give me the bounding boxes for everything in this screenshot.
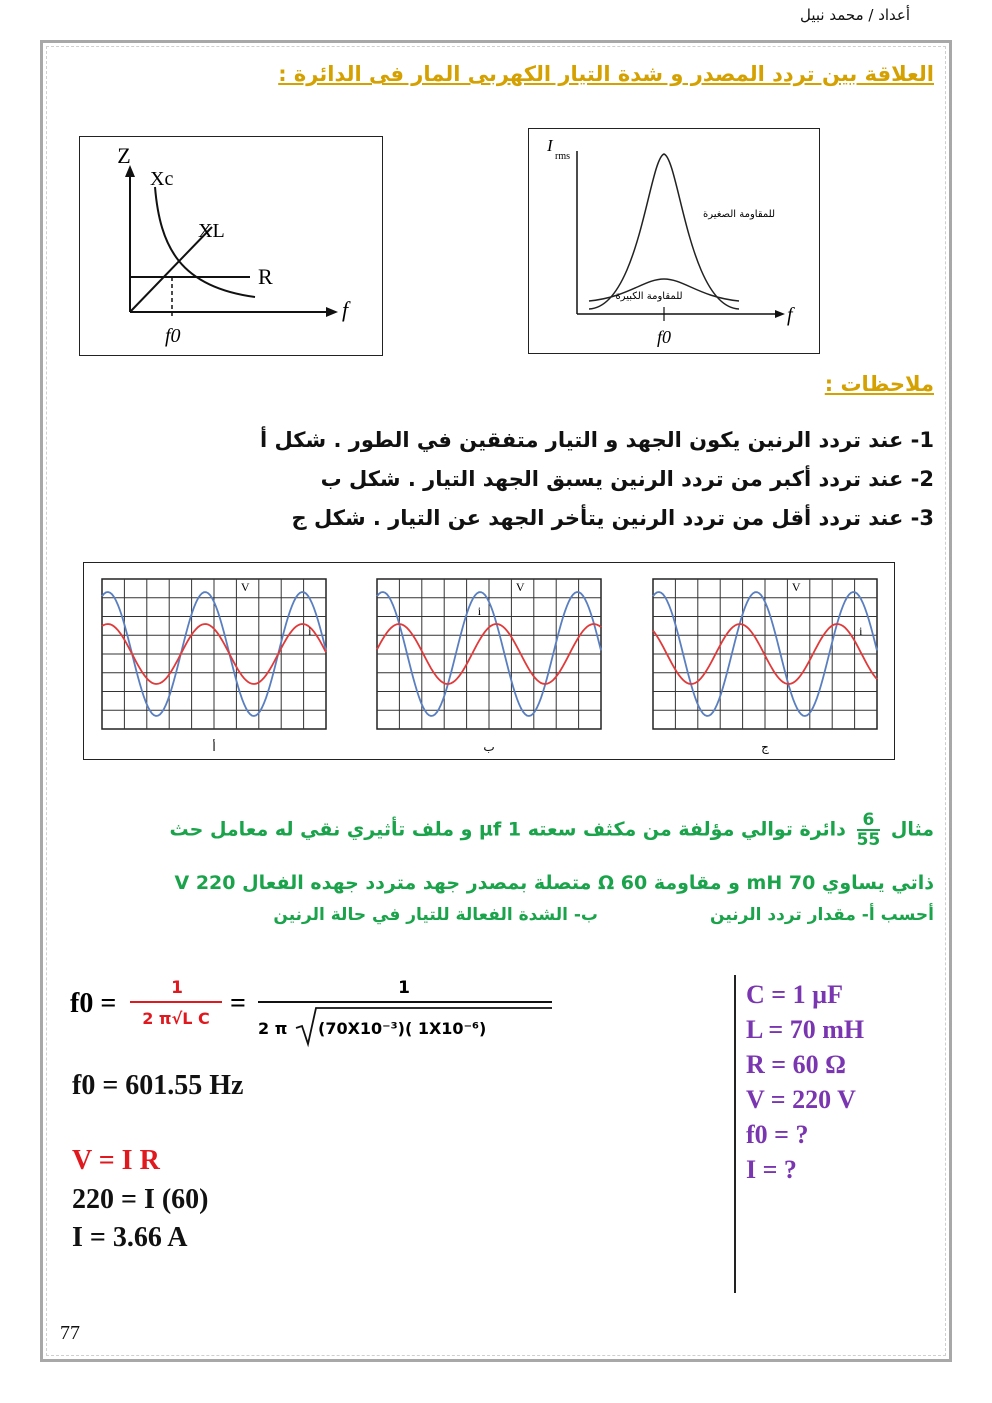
notes-title: ملاحظات :: [824, 372, 934, 396]
example-question-a: أحسب أ- مقدار تردد الرنين: [710, 905, 934, 925]
f0-label: f0: [165, 325, 181, 347]
f-axis-arrow: [775, 310, 785, 318]
fraction-denominator: 55: [856, 830, 881, 850]
f0-label: f0: [657, 327, 672, 347]
waveforms-panel: [83, 562, 895, 760]
f0-result: f0 = 601.55 Hz: [72, 1070, 244, 1101]
given-capacitance: C = 1 µF: [746, 980, 843, 1009]
page-number: 77: [60, 1322, 80, 1344]
unknown-current: I = ?: [746, 1155, 797, 1184]
current-graph: [528, 128, 820, 354]
given-voltage: V = 220 V: [746, 1085, 856, 1114]
impedance-graph-svg: [80, 137, 382, 355]
given-resistance: R = 60 Ω: [746, 1050, 846, 1079]
section-title: العلاقة بين تردد المصدر و شدة التيار الكهربى المار فى الدائرة :: [278, 62, 934, 86]
xl-label: XL: [198, 220, 225, 242]
author-credit: أعداد / محمد نبيل: [800, 6, 911, 24]
f-axis-arrow: [326, 307, 338, 317]
note-item: 1- عند تردد الرنين يكون الجهد و التيار متفقين في الطور . شكل أ: [260, 428, 934, 452]
current-graph-svg: [529, 129, 819, 353]
formula-numerator: 1: [171, 978, 183, 998]
substitution-radicand: (70X10⁻³)( 1X10⁻⁶): [318, 1019, 487, 1038]
impedance-graph: [79, 136, 383, 356]
f-label: f: [787, 304, 793, 326]
voltage-label: V: [791, 580, 801, 594]
waveform-caption: ج: [761, 740, 769, 754]
large-resistance-label: للمقاومة الكبيرة: [615, 291, 683, 302]
i-label: I: [547, 136, 553, 155]
substitution-numerator: 1: [398, 978, 410, 998]
xc-curve: [155, 187, 255, 297]
small-resistance-label: للمقاومة الصغيرة: [702, 209, 776, 220]
voltage-label: V: [515, 580, 525, 594]
note-item: 2- عند تردد أكبر من تردد الرنين يسبق الجهد التيار . شكل ب: [320, 467, 934, 491]
unknown-frequency: f0 = ?: [746, 1120, 809, 1149]
formula-svg: [70, 972, 570, 1052]
formula-block: [70, 972, 570, 1056]
current-label: i: [477, 604, 482, 618]
given-divider: [734, 975, 736, 1293]
equals-sign: =: [230, 988, 246, 1019]
example-fraction: [857, 811, 881, 849]
note-item: 3- عند تردد أقل من تردد الرنين يتأخر الجهد عن التيار . شكل ج: [291, 506, 934, 530]
current-result: I = 3.66 A: [72, 1222, 188, 1253]
formula-denominator: 2 π√L C: [142, 1009, 210, 1028]
waveform-caption: أ: [212, 740, 216, 754]
example-text: دائرة توالي مؤلفة من مكثف سعته 1 µf و ملف تأثيري نقي له معامل حث: [169, 818, 846, 841]
rms-label: rms: [555, 151, 570, 162]
current-label: i: [308, 624, 312, 638]
example-question-b: ب- الشدة الفعالة للتيار في حالة الرنين: [273, 905, 598, 925]
voltage-label: V: [240, 580, 250, 594]
small-resistance-curve: [589, 154, 739, 309]
example-line-1: [170, 811, 934, 849]
example-line-2: ذاتي يساوي 70 mH و مقاومة 60 Ω متصلة بمصدر جهد متردد جهده الفعال 220 V: [174, 872, 934, 894]
current-label: i: [859, 624, 863, 638]
f0-symbol: f0 =: [70, 988, 117, 1019]
current-substitution: 220 = I (60): [72, 1184, 209, 1215]
f-label: f: [342, 297, 349, 322]
r-label: R: [258, 264, 273, 289]
fraction-numerator: 6: [857, 811, 881, 831]
given-inductance: L = 70 mH: [746, 1015, 865, 1044]
waveforms-svg: [84, 563, 894, 759]
z-label: Z: [117, 143, 131, 168]
xc-label: Xc: [150, 168, 174, 190]
example-label: مثال: [890, 818, 934, 841]
ohm-law: V = I R: [72, 1145, 160, 1176]
substitution-prefix: 2 π: [258, 1019, 288, 1038]
waveform-caption: ب: [483, 740, 495, 754]
